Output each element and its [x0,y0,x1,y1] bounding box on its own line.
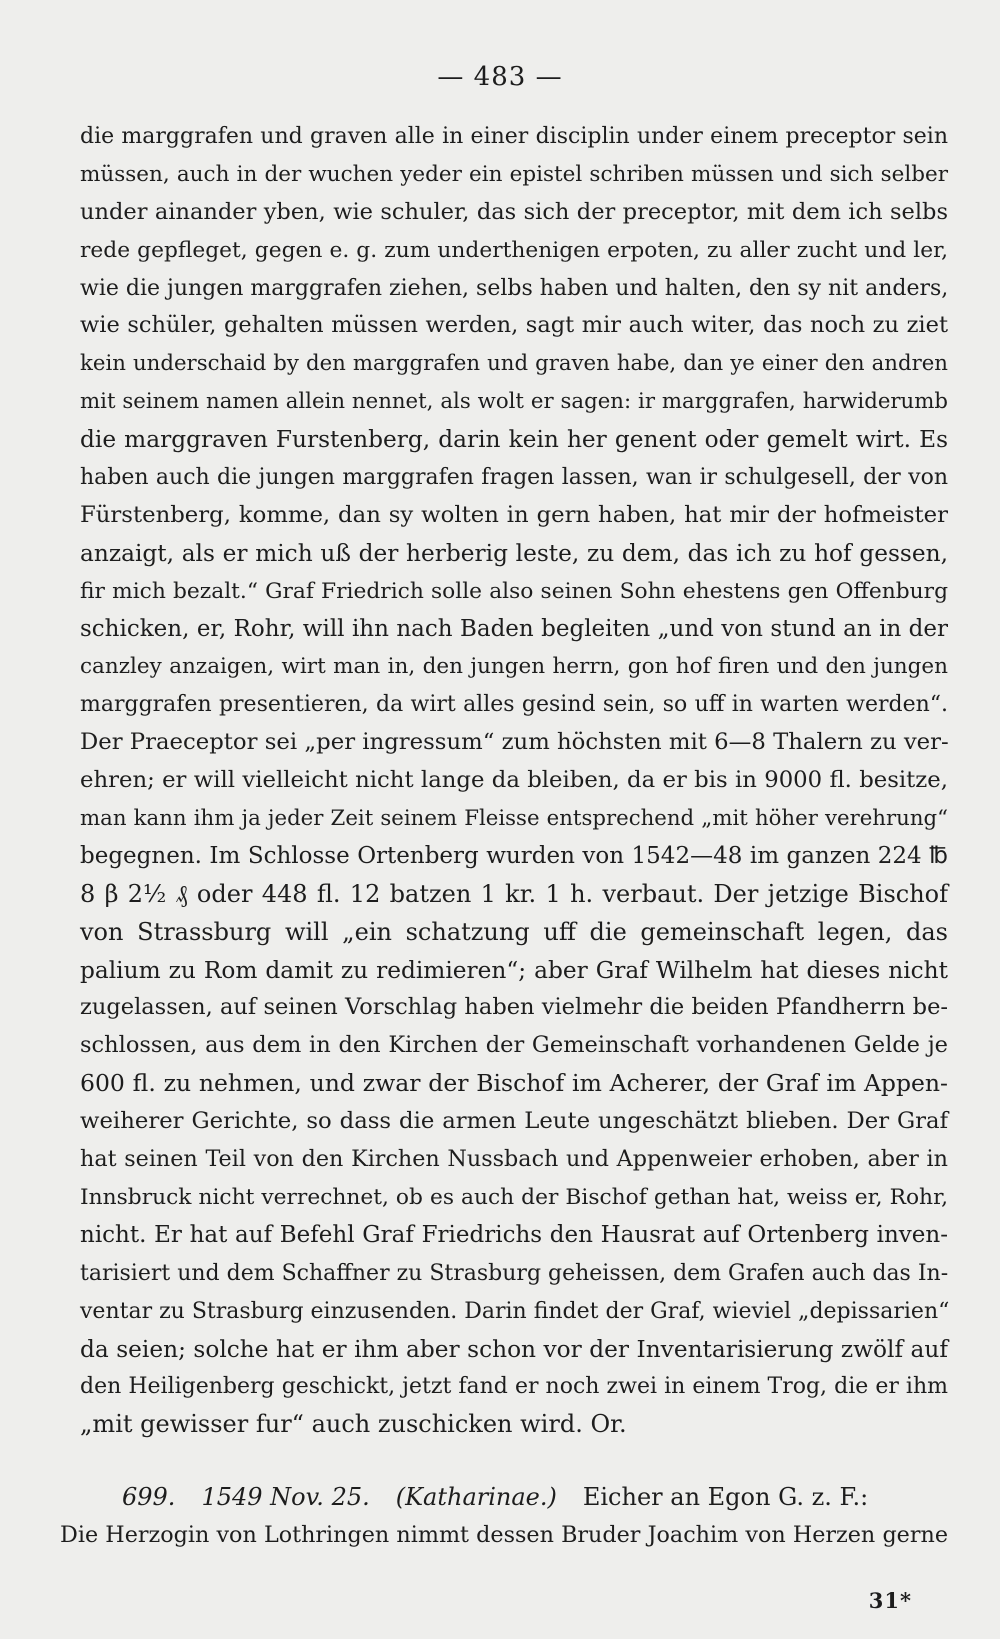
text-line: den Heiligenberg geschickt, jetzt fand er noch zwei in einem Trog, die er ihm [80,1374,948,1400]
text-line: nicht. Er hat auf Befehl Graf Friedrichs den Hausrat auf Ortenberg inven- [80,1221,948,1248]
text-line: „mit gewisser fur“ auch zuschicken wird. Or. [80,1410,627,1439]
text-line: kein underschaid by den marggrafen und graven habe, dan ye einer den andren [80,351,948,377]
text-line: schicken, er, Rohr, will ihn nach Baden begleiten „und von stund an in der [80,615,948,642]
text-line: weiherer Gerichte, so dass die armen Leute ungeschätzt blieben. Der Graf [80,1108,948,1135]
text-line: anzaigt, als er mich uß der herberig leste, zu dem, das ich zu hof gessen, [80,539,948,567]
text-line: under ainander yben, wie schuler, das sich der preceptor, mit dem ich selbs [80,198,948,225]
text-line: da seien; solche hat er ihm aber schon vor der Inventarisierung zwölf auf [80,1335,948,1363]
text-line: ehren; er will vielleicht nicht lange da bleiben, da er bis in 9000 fl. besitze, [80,767,948,794]
entry-number: 699. [122,1483,176,1511]
text-line: ventar zu Strasburg einzusenden. Darin findet der Graf, wieviel „depissarien“ [80,1298,950,1324]
text-line: die marggrafen und graven alle in einer disciplin under einem preceptor sein [80,124,948,149]
entry-heading-text: Eicher an Egon G. z. F.: [582,1483,869,1511]
text-line: man kann ihm ja jeder Zeit seinem Fleisse entsprechend „mit höher verehrung“ [80,806,948,832]
entry-first-line: Die Herzogin von Lothringen nimmt dessen Bruder Joachim von Herzen gerne [60,1522,948,1548]
text-line: schlossen, aus dem in den Kirchen der Gemeinschaft vorhandenen Gelde je [80,1032,948,1059]
text-line: palium zu Rom damit zu redimieren“; aber Graf Wilhelm hat dieses nicht [80,956,948,984]
text-line: canzley anzaigen, wirt man in, den jungen herrn, gon hof firen und den jungen [80,654,948,680]
entry-date: 1549 Nov. 25. [201,1483,370,1511]
page-number: — 483 — [437,62,563,92]
text-line: wie schüler, gehalten müssen werden, sagt mir auch witer, das noch zu ziet [80,312,948,339]
text-line: hat seinen Teil von den Kirchen Nussbach und Appenweier erhoben, aber in [80,1146,948,1173]
text-line: von Strassburg will „ein schatzung uff die gemeinschaft legen, das [80,917,948,946]
text-line: tarisiert und dem Schaffner zu Strasburg geheissen, dem Grafen auch das In- [80,1260,949,1286]
text-line: marggrafen presentieren, da wirt alles gesind sein, so uff in warten werden“. [80,692,948,718]
text-line: 600 fl. zu nehmen, und zwar der Bischof im Acherer, der Graf im Appen- [80,1069,948,1098]
text-line: haben auch die jungen marggrafen fragen lassen, wan ir schulgesell, der von [80,465,948,491]
text-line: Der Praeceptor sei „per ingressum“ zum höchsten mit 6—8 Thalern zu ver- [80,729,949,756]
text-line: Innsbruck nicht verrechnet, ob es auch der Bischof gethan hat, weiss er, Rohr, [80,1184,948,1210]
text-line: müssen, auch in der wuchen yeder ein epistel schriben müssen und sich selber [80,161,948,187]
signature-mark: 31* [868,1588,912,1613]
document-entry [60,1478,948,1554]
text-line: Fürstenberg, komme, dan sy wolten in gern haben, hat mir der hofmeister [80,501,948,528]
text-line: rede gepfleget, gegen e. g. zum underthenigen erpoten, zu aller zucht und ler, [80,237,948,263]
text-line: 8 β 2½ ₰ oder 448 fl. 12 batzen 1 kr. 1 h. verbaut. Der jetzige Bischof [80,879,948,908]
entry-feast: (Katharinae.) [395,1483,557,1511]
text-line: die marggraven Furstenberg, darin kein her genent oder gemelt wirt. Es [80,426,948,454]
text-line: begegnen. Im Schlosse Ortenberg wurden von 1542—48 im ganzen 224 ℔ [80,842,948,869]
text-line: wie die jungen marggrafen ziehen, selbs haben und halten, den sy nit anders, [80,275,949,301]
entry-heading [60,1478,948,1516]
text-line: fir mich bezalt.“ Graf Friedrich solle also seinen Sohn ehestens gen Offenburg [80,578,948,604]
body-text [80,118,948,1444]
text-line: zugelassen, auf seinen Vorschlag haben vielmehr die beiden Pfandherrn be- [80,994,948,1021]
text-line: mit seinem namen allein nennet, als wolt er sagen: ir marggrafen, harwiderumb [80,389,948,415]
